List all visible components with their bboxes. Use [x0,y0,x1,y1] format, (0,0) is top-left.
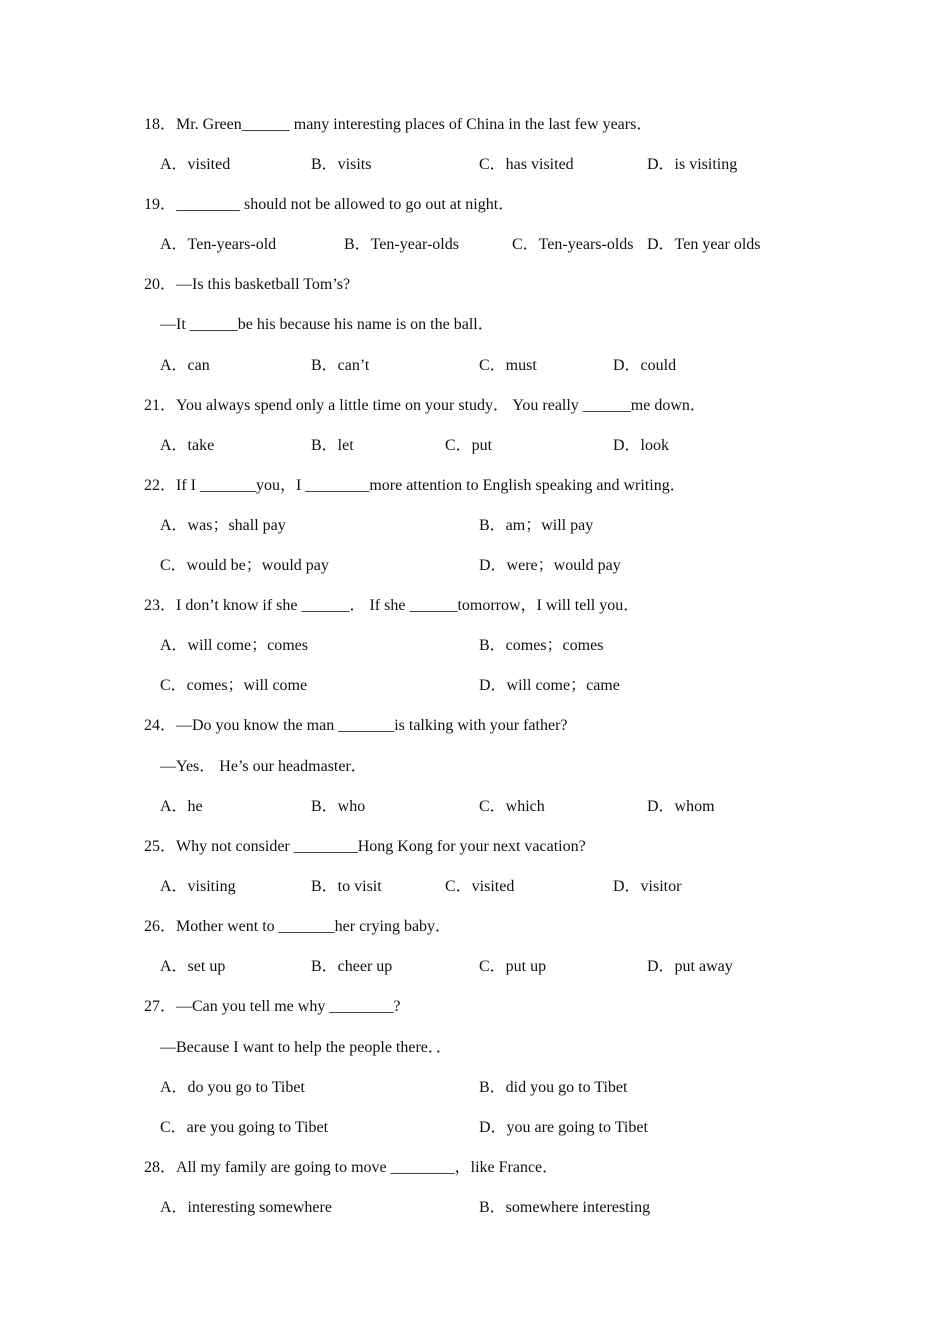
question-26-option-b: B．cheer up [311,958,393,975]
question-25-option-d: D．visitor [613,878,682,895]
question-26-option-a: A．set up [160,958,226,975]
question-26-stem: 26．Mother went to _______her crying baby． [144,918,452,935]
question-22-stem: 22．If I _______you，I ________more attention to English speaking and writing． [144,477,686,494]
question-23-option-b: B．comes；comes [479,637,604,654]
question-26-option-d: D．put away [647,958,733,975]
question-21-option-d: D．look [613,437,670,454]
question-24-option-d: D．whom [647,798,715,815]
question-24-option-b: B．who [311,798,366,815]
question-19-option-d: D．Ten year olds [647,236,761,253]
question-20-option-c: C．must [479,357,537,374]
question-18-stem: 18．Mr. Green______ many interesting places of China in the last few years． [144,116,653,133]
question-20-stem-line-2: —It ______be his because his name is on the ball． [160,316,494,333]
question-22-option-a: A．was；shall pay [160,517,286,534]
question-27-option-d: D．you are going to Tibet [479,1119,648,1136]
question-20-option-d: D．could [613,357,677,374]
question-24-option-a: A．he [160,798,203,815]
question-23-option-c: C．comes；will come [160,677,308,694]
question-20-option-a: A．can [160,357,210,374]
question-28-stem: 28．All my family are going to move ________，like France． [144,1159,559,1176]
question-24-stem: 24．—Do you know the man _______is talking with your father? [144,717,568,734]
question-19-option-c: C．Ten-years-olds [512,236,634,253]
question-28-option-b: B．somewhere interesting [479,1199,651,1216]
question-19-option-a: A．Ten-years-old [160,236,277,253]
question-21-option-a: A．take [160,437,215,454]
question-27-option-c: C．are you going to Tibet [160,1119,329,1136]
question-18-option-d: D．is visiting [647,156,738,173]
question-18-option-b: B．visits [311,156,372,173]
question-23-stem: 23．I don’t know if she ______． If she ______tomorrow，I will tell you． [144,597,640,614]
question-22-option-d: D．were；would pay [479,557,621,574]
question-25-option-c: C．visited [445,878,515,895]
question-23-option-a: A．will come；comes [160,637,308,654]
question-26-option-c: C．put up [479,958,547,975]
question-28-option-a: A．interesting somewhere [160,1199,332,1216]
question-27-stem-line-2: —Because I want to help the people there．． [160,1039,452,1056]
question-23-option-d: D．will come；came [479,677,620,694]
question-25-option-b: B．to visit [311,878,382,895]
question-25-option-a: A．visiting [160,878,236,895]
question-20-option-b: B．can’t [311,357,370,374]
question-19-stem: 19．________ should not be allowed to go out at night． [144,196,515,213]
question-18-option-a: A．visited [160,156,231,173]
question-25-stem: 25．Why not consider ________Hong Kong for your next vacation? [144,838,586,855]
question-20-stem: 20．—Is this basketball Tom’s? [144,276,351,293]
question-24-stem-line-2: —Yes． He’s our headmaster． [160,758,367,775]
question-22-option-c: C．would be；would pay [160,557,329,574]
question-19-option-b: B．Ten-year-olds [344,236,459,253]
question-27-stem: 27．—Can you tell me why ________? [144,998,401,1015]
question-21-stem: 21．You always spend only a little time on your study． You really ______me down． [144,397,706,414]
question-27-option-a: A．do you go to Tibet [160,1079,305,1096]
question-22-option-b: B．am；will pay [479,517,594,534]
question-27-option-b: B．did you go to Tibet [479,1079,628,1096]
question-21-option-c: C．put [445,437,493,454]
question-24-option-c: C．which [479,798,545,815]
question-18-option-c: C．has visited [479,156,574,173]
question-21-option-b: B．let [311,437,354,454]
